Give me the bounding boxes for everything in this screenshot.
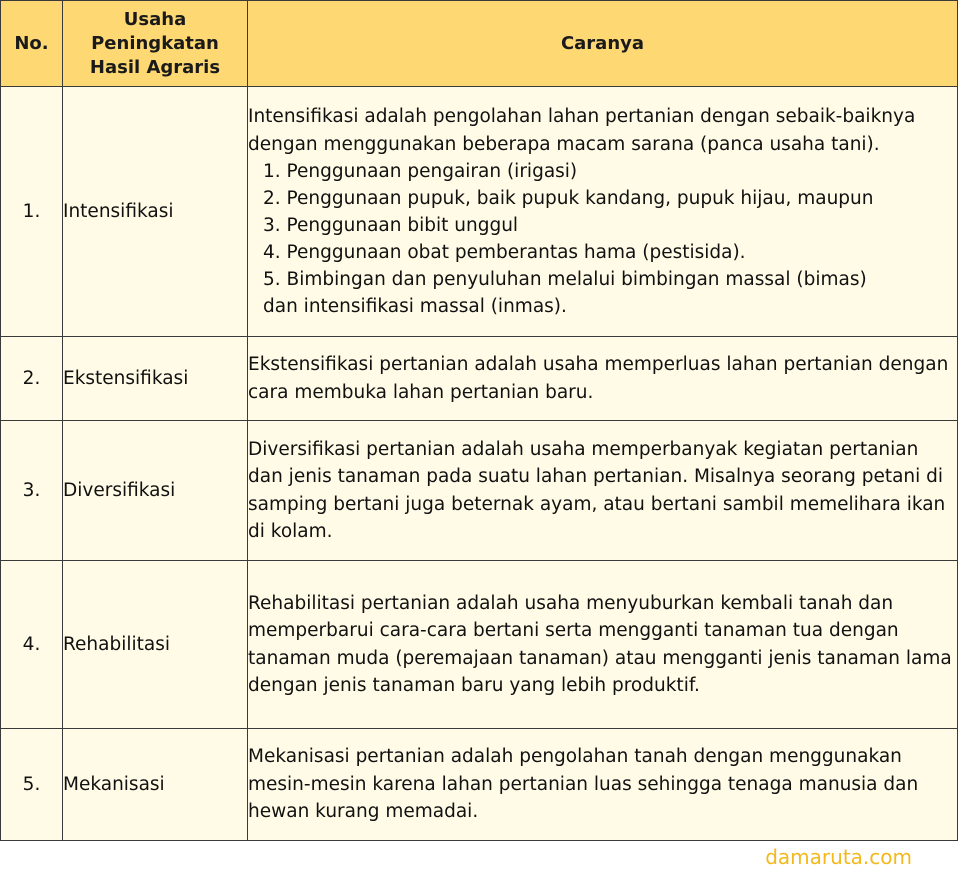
panca-usaha-list [248, 158, 957, 320]
row-number: 3. [1, 421, 63, 561]
row-number: 4. [1, 561, 63, 729]
list-item: 2. Penggunaan pupuk, baik pupuk kandang, pupuk hijau, maupun [263, 188, 874, 209]
row-caranya [248, 87, 958, 337]
table-row [1, 87, 958, 337]
row-number: 2. [1, 337, 63, 421]
row-number: 1. [1, 87, 63, 337]
list-item: dan intensifikasi massal (inmas). [263, 296, 567, 317]
watermark-text: damaruta.com [765, 845, 912, 869]
row-caranya: Rehabilitasi pertanian adalah usaha menyuburkan kembali tanah dan memperbarui cara-cara bertani serta mengganti tanaman tua dengan tanaman muda (peremajaan tanaman) atau mengganti jenis tanaman lama dengan jenis tanaman baru yang lebih produktif. [248, 561, 958, 729]
row-usaha: Rehabilitasi [63, 561, 248, 729]
table-row [1, 421, 958, 561]
row-usaha: Intensifikasi [63, 87, 248, 337]
row-caranya: Diversifikasi pertanian adalah usaha memperbanyak kegiatan pertanian dan jenis tanaman pada suatu lahan pertanian. Misalnya seorang petani di samping bertani juga beternak ayam, atau bertani sambil memelihara ikan di kolam. [248, 421, 958, 561]
header-row [1, 1, 958, 87]
header-usaha: Usaha Peningkatan Hasil Agraris [63, 1, 248, 87]
header-no: No. [1, 1, 63, 87]
list-item: 5. Bimbingan dan penyuluhan melalui bimbingan massal (bimas) [263, 269, 867, 290]
row-usaha: Diversifikasi [63, 421, 248, 561]
row-usaha: Mekanisasi [63, 729, 248, 841]
row-caranya: Mekanisasi pertanian adalah pengolahan tanah dengan menggunakan mesin-mesin karena lahan pertanian luas sehingga tenaga manusia dan hewan kurang memadai. [248, 729, 958, 841]
list-item: 3. Penggunaan bibit unggul [263, 215, 519, 236]
row-usaha: Ekstensifikasi [63, 337, 248, 421]
table-row [1, 337, 958, 421]
header-caranya: Caranya [248, 1, 958, 87]
list-item: 4. Penggunaan obat pemberantas hama (pestisida). [263, 242, 746, 263]
row-caranya-text: Intensifikasi adalah pengolahan lahan pertanian dengan sebaik-baiknya dengan menggunakan beberapa macam sarana (panca usaha tani). [248, 106, 916, 155]
list-item: 1. Penggunaan pengairan (irigasi) [263, 161, 578, 182]
table-row [1, 729, 958, 841]
row-caranya: Ekstensifikasi pertanian adalah usaha memperluas lahan pertanian dengan cara membuka lahan pertanian baru. [248, 337, 958, 421]
row-number: 5. [1, 729, 63, 841]
table-row [1, 561, 958, 729]
